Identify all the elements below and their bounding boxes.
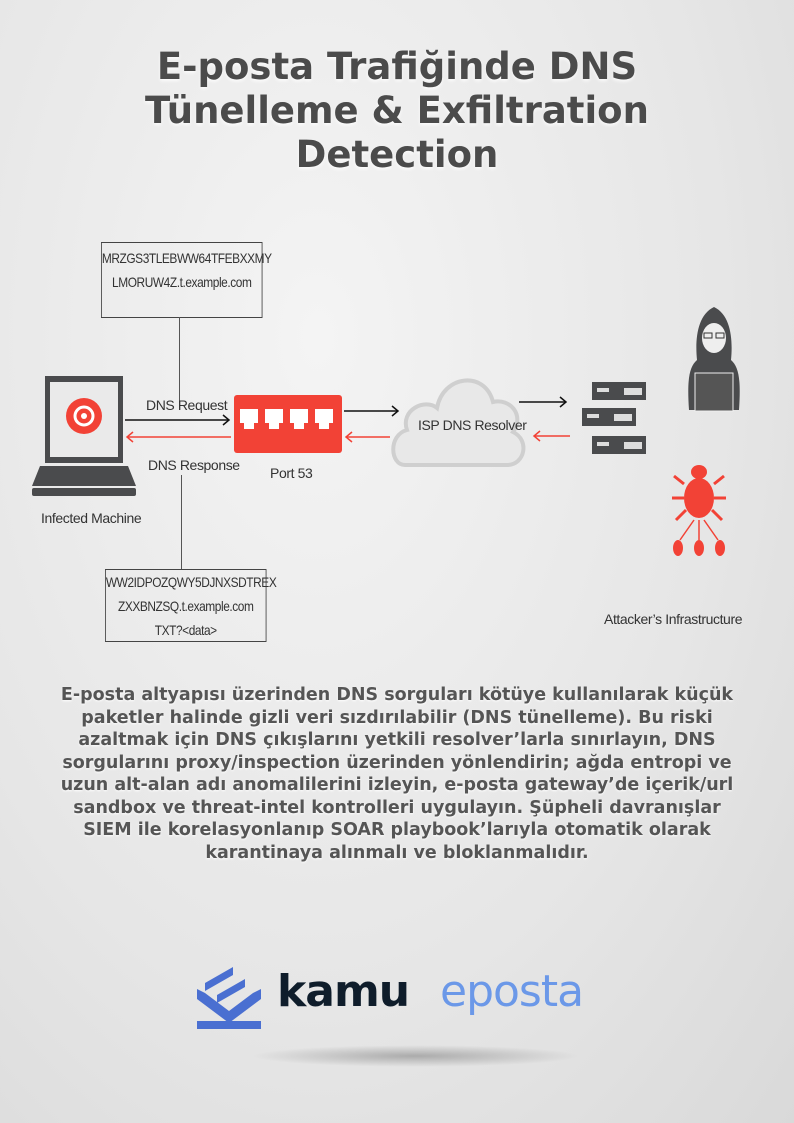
malware-bug-icon: [668, 462, 730, 558]
kamu-eposta-logo: [195, 960, 595, 1040]
logo-word-eposta: eposta: [440, 966, 584, 1017]
attacker-infrastructure-label: Attacker’s Infrastructure: [604, 611, 743, 627]
port-53-switch-icon: [234, 395, 342, 455]
infected-laptop-icon: [30, 374, 136, 499]
logo-mark-icon: [195, 965, 263, 1031]
port-53-label: Port 53: [270, 465, 313, 481]
request-arrow-icon: [519, 396, 569, 408]
response-arrow-icon: [532, 430, 572, 442]
logo-shadow: [250, 1045, 580, 1067]
cloud-icon: [385, 350, 530, 470]
logo-word-kamu: kamu: [277, 966, 410, 1017]
dns-request-query-box: MRZGS3TLEBWW64TFEBXXMY LMORUW4Z.t.example.com: [101, 242, 263, 318]
description-paragraph: E-posta altyapısı üzerinden DNS sorguları kötüye kullanılarak küçük paketler halinde gizli veri sızdırılabilir (DNS tünelleme). Bu riski azaltmak için DNS çıkışlarını yetkili resolver’larla sınırlayın, DNS sorgularını proxy/inspection üzerinden yönlendirin; ağda entropi ve uzun alt-alan adı anomalilerini izleyin, e-posta gateway’de içerik/url sandbox ve threat-intel kontrolleri uygulayın. Şüpheli davranışlar SIEM ile korelasyonlanıp SOAR playbook’larıyla otomatik olarak karantinaya alınmalı ve bloklanmalıdır.: [60, 685, 734, 863]
page-title: E-posta Trafiğinde DNS Tünelleme & Exfiltration Detection: [145, 45, 649, 176]
dns-response-label: DNS Response: [148, 457, 240, 473]
hacker-icon: [687, 305, 741, 413]
connector-line: [181, 475, 182, 569]
connector-line: [179, 317, 180, 403]
dns-response-data-box: WW2IDPOZQWY5DJNXSDTREX ZXXBNZSQ.t.example.com TXT?<data>: [105, 569, 267, 642]
isp-dns-resolver-label: ISP DNS Resolver: [418, 417, 527, 433]
infected-machine-label: Infected Machine: [41, 510, 142, 526]
request-arrow-icon: [125, 414, 233, 426]
dns-request-label: DNS Request: [146, 397, 228, 413]
server-rack-icon: [582, 380, 650, 460]
response-arrow-icon: [125, 431, 233, 443]
